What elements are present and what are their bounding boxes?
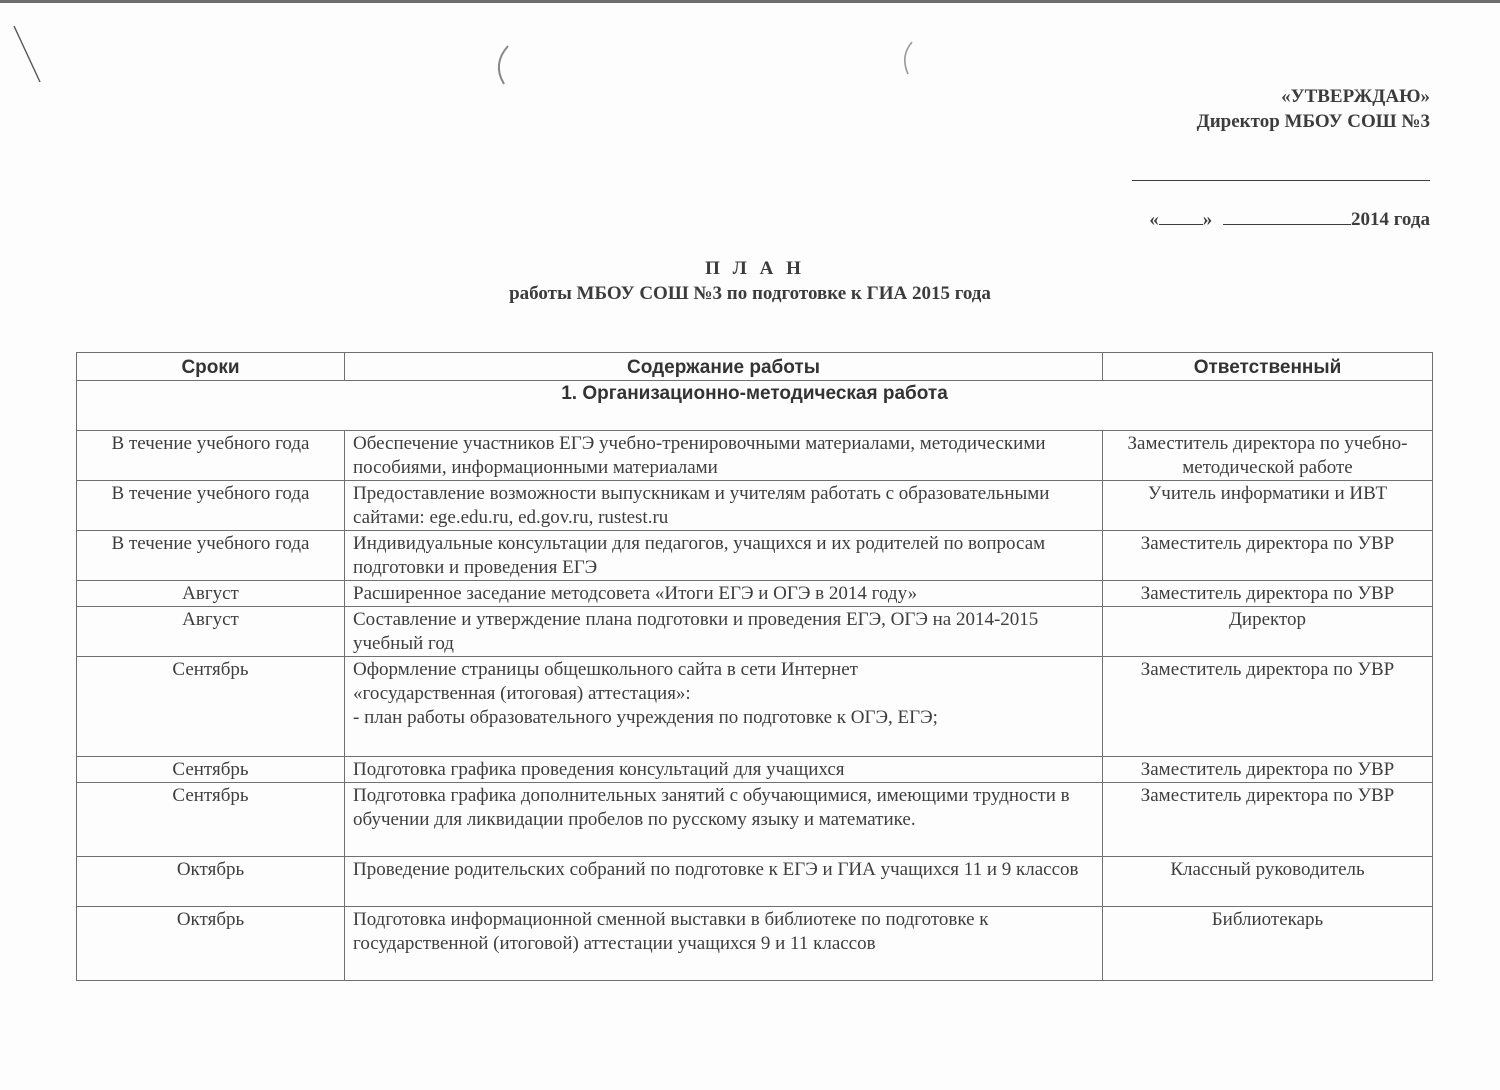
table-header-row <box>77 353 1433 381</box>
row-content: Индивидуальные консультации для педагогов, учащихся и их родителей по вопросам подготовки и проведения ЕГЭ <box>345 531 1103 581</box>
header-responsible: Ответственный <box>1103 353 1433 381</box>
row-date: Сентябрь <box>77 783 345 857</box>
document-title <box>0 256 1500 306</box>
row-date: Октябрь <box>77 857 345 907</box>
approval-stamp: «УТВЕРЖДАЮ» <box>1281 86 1430 107</box>
table-row <box>77 531 1433 581</box>
row-date: Октябрь <box>77 907 345 981</box>
row-content: Предоставление возможности выпускникам и учителям работать с образовательными сайтами: ege.edu.ru, ed.gov.ru, rustest.ru <box>345 481 1103 531</box>
section-row <box>77 381 1433 431</box>
table-row <box>77 481 1433 531</box>
table-row <box>77 857 1433 907</box>
plan-table <box>76 352 1433 981</box>
hole-punch-mark-left <box>490 44 514 86</box>
table-row <box>77 431 1433 481</box>
row-responsible: Учитель информатики и ИВТ <box>1103 481 1433 531</box>
row-content: Подготовка графика проведения консультаций для учащихся <box>345 757 1103 783</box>
row-responsible: Директор <box>1103 607 1433 657</box>
row-date: Сентябрь <box>77 657 345 757</box>
row-date: Август <box>77 581 345 607</box>
row-responsible: Заместитель директора по УВР <box>1103 657 1433 757</box>
date-year: 2014 года <box>1351 209 1430 230</box>
row-responsible: Заместитель директора по УВР <box>1103 531 1433 581</box>
hole-punch-mark-right <box>898 40 918 78</box>
row-date: В течение учебного года <box>77 431 345 481</box>
row-content: Расширенное заседание методсовета «Итоги ЕГЭ и ОГЭ в 2014 году» <box>345 581 1103 607</box>
pen-stroke-mark <box>8 22 48 88</box>
row-responsible: Заместитель директора по УВР <box>1103 757 1433 783</box>
table-row <box>77 757 1433 783</box>
row-content: Составление и утверждение плана подготовки и проведения ЕГЭ, ОГЭ на 2014-2015 учебный год <box>345 607 1103 657</box>
row-responsible: Заместитель директора по учебно-методической работе <box>1103 431 1433 481</box>
table-row <box>77 581 1433 607</box>
content-line: - план работы образовательного учреждения по подготовке к ОГЭ, ЕГЭ; <box>353 707 938 728</box>
row-date: Сентябрь <box>77 757 345 783</box>
approval-position: Директор МБОУ СОШ №3 <box>1196 111 1430 132</box>
row-content <box>345 657 1103 757</box>
month-blank <box>1223 208 1351 225</box>
table-row <box>77 607 1433 657</box>
scan-top-edge <box>0 0 1500 3</box>
section-title: 1. Организационно-методическая работа <box>77 381 1433 431</box>
content-line: «государственная (итоговая) аттестация»: <box>353 683 691 704</box>
row-responsible: Заместитель директора по УВР <box>1103 783 1433 857</box>
approval-date-line <box>1132 207 1430 232</box>
date-open-quote: « <box>1149 209 1159 230</box>
row-responsible: Классный руководитель <box>1103 857 1433 907</box>
row-date: В течение учебного года <box>77 531 345 581</box>
table-row <box>77 907 1433 981</box>
plan-heading: П Л А Н <box>705 258 805 279</box>
date-close-quote: » <box>1202 209 1213 230</box>
signature-line <box>1132 180 1430 181</box>
row-content: Подготовка графика дополнительных занятий с обучающимися, имеющими трудности в обучении для ликвидации пробелов по русскому языку и математике. <box>345 783 1103 857</box>
header-dates: Сроки <box>77 353 345 381</box>
plan-subheading: работы МБОУ СОШ №3 по подготовке к ГИА 2015 года <box>509 283 991 304</box>
day-blank <box>1159 208 1203 225</box>
table-row <box>77 657 1433 757</box>
row-date: В течение учебного года <box>77 481 345 531</box>
content-line: Оформление страницы общешкольного сайта в сети Интернет <box>353 659 858 680</box>
row-content: Проведение родительских собраний по подготовке к ЕГЭ и ГИА учащихся 11 и 9 классов <box>345 857 1103 907</box>
row-content: Обеспечение участников ЕГЭ учебно-тренировочными материалами, методическими пособиями, информационными материалами <box>345 431 1103 481</box>
row-date: Август <box>77 607 345 657</box>
row-responsible: Библиотекарь <box>1103 907 1433 981</box>
table-row <box>77 783 1433 857</box>
header-content: Содержание работы <box>345 353 1103 381</box>
row-responsible: Заместитель директора по УВР <box>1103 581 1433 607</box>
row-content: Подготовка информационной сменной выставки в библиотеке по подготовке к государственной (итоговой) аттестации учащихся 9 и 11 классов <box>345 907 1103 981</box>
approval-block <box>1132 84 1430 232</box>
